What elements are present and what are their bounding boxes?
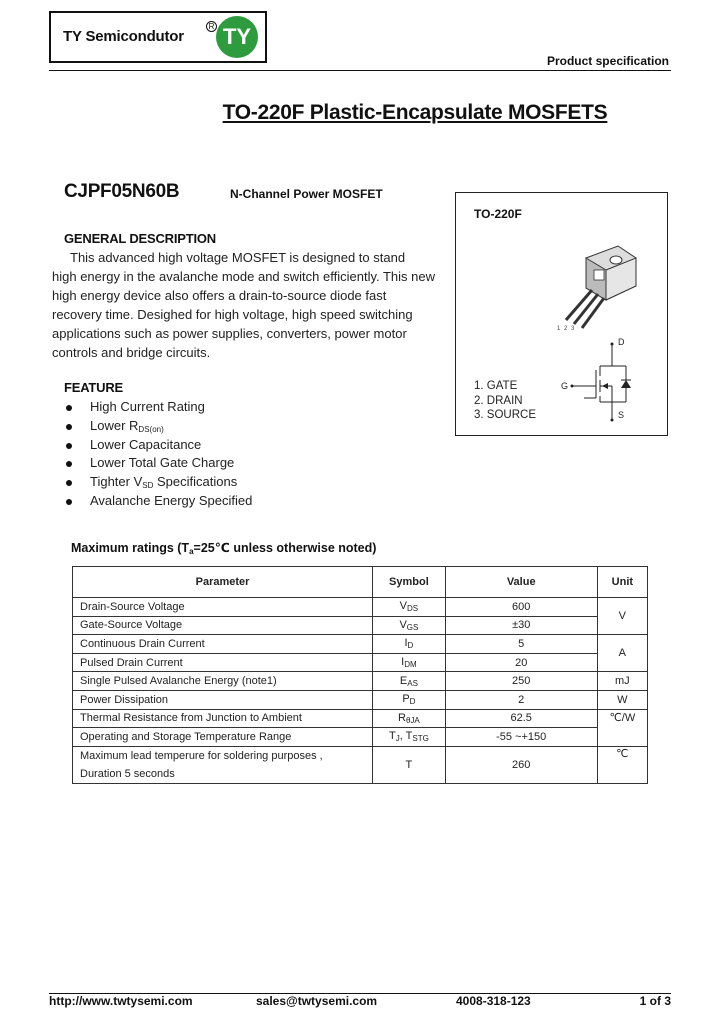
header-symbol: Symbol — [373, 567, 446, 598]
description-line: This advanced high voltage MOSFET is designed to stand — [70, 250, 406, 265]
feature-item: Lower Capacitance — [64, 436, 252, 455]
mosfet-schematic-icon — [560, 336, 660, 436]
footer-website-link[interactable]: http://www.twtysemi.com — [49, 994, 193, 1008]
pin-gate: 1. GATE — [474, 380, 518, 392]
part-number: CJPF05N60B — [64, 181, 180, 202]
feature-list — [64, 398, 252, 511]
table-row: Drain-Source Voltage $V_{DS}$ 600 V — [73, 598, 648, 617]
maximum-ratings-table — [72, 566, 648, 784]
feature-item: Lower $R_{DS(on)}$ — [64, 417, 252, 436]
table-row: Gate-Source Voltage $V_{GS}$ ±30 — [73, 616, 648, 635]
description-line: recovery time. Desighed for high voltage, high speed switching — [52, 307, 413, 323]
pin-list — [474, 379, 536, 423]
footer-email-link[interactable]: sales@twtysemi.com — [256, 994, 378, 1008]
pin-numbers: 1 2 3 — [557, 326, 576, 332]
page-number: 1 of 3 — [639, 994, 671, 1008]
description-line: controls and bridge circuits. — [52, 345, 211, 361]
product-specification-label: Product specification — [546, 54, 669, 68]
table-row: Thermal Resistance from Junction to Ambient $R_{\theta JA}$ 62.5 ℃/W — [73, 709, 648, 728]
description-line: high energy in the avalanche mode and switch efficiently. This new — [52, 269, 436, 285]
pin-drain: 2. DRAIN — [474, 394, 523, 407]
drain-label: D — [618, 337, 625, 347]
source-label: S — [618, 410, 625, 420]
general-description — [52, 248, 442, 363]
maximum-ratings-heading: Maximum ratings ($T_a=25℃$ unless otherwise noted) — [71, 541, 377, 556]
company-logo — [49, 11, 267, 63]
company-name: TY Semicondutor — [63, 28, 184, 45]
feature-heading: FEATURE — [64, 380, 124, 395]
gate-label: G — [561, 381, 569, 391]
package-box — [455, 192, 668, 436]
document-title: TO-220F Plastic-Encapsulate MOSFETS — [222, 101, 608, 124]
unit-c-per-w: ℃/W — [597, 709, 647, 746]
unit-a: A — [597, 635, 647, 672]
package-title: TO-220F — [474, 207, 522, 221]
header-divider — [49, 70, 671, 71]
unit-c: ℃ — [597, 746, 647, 783]
ty-logo-icon: TY — [216, 16, 258, 58]
part-type: N-Channel Power MOSFET — [230, 187, 383, 201]
feature-item: Tighter $V_{SD}$ Specifications — [64, 473, 252, 492]
unit-w: W — [597, 690, 647, 709]
feature-item: High Current Rating — [64, 398, 252, 417]
table-row: Power Dissipation $P_D$ 2 W — [73, 690, 648, 709]
header-value: Value — [445, 567, 597, 598]
table-row: Maximum lead temperure for soldering purposes , Duration 5 seconds T 260 ℃ — [73, 746, 648, 783]
table-row: Single Pulsed Avalanche Energy (note1) $E_{AS}$ 250 mJ — [73, 672, 648, 691]
table-header-row — [73, 567, 648, 598]
footer-phone: 4008-318-123 — [456, 994, 531, 1008]
table-row: Pulsed Drain Current $I_{DM}$ 20 — [73, 653, 648, 672]
table-row: Operating and Storage Temperature Range $T_J$, $T_{STG}$ -55 ~+150 — [73, 728, 648, 747]
description-line: high energy device also offers a drain-to-source diode fast — [52, 288, 387, 304]
description-line: applications such as power supplies, converters, power motor — [52, 326, 407, 342]
table-row: Continuous Drain Current $I_D$ 5 A — [73, 635, 648, 654]
unit-v: V — [597, 598, 647, 635]
header-parameter: Parameter — [73, 567, 373, 598]
feature-item: Lower Total Gate Charge — [64, 454, 252, 473]
registered-mark: R — [206, 21, 217, 32]
feature-item: Avalanche Energy Specified — [64, 492, 252, 511]
pin-source: 3. SOURCE — [474, 409, 536, 422]
header-unit: Unit — [597, 567, 647, 598]
to220f-package-icon — [546, 238, 646, 338]
unit-mj: mJ — [597, 672, 647, 691]
general-description-heading: GENERAL DESCRIPTION — [64, 231, 216, 246]
